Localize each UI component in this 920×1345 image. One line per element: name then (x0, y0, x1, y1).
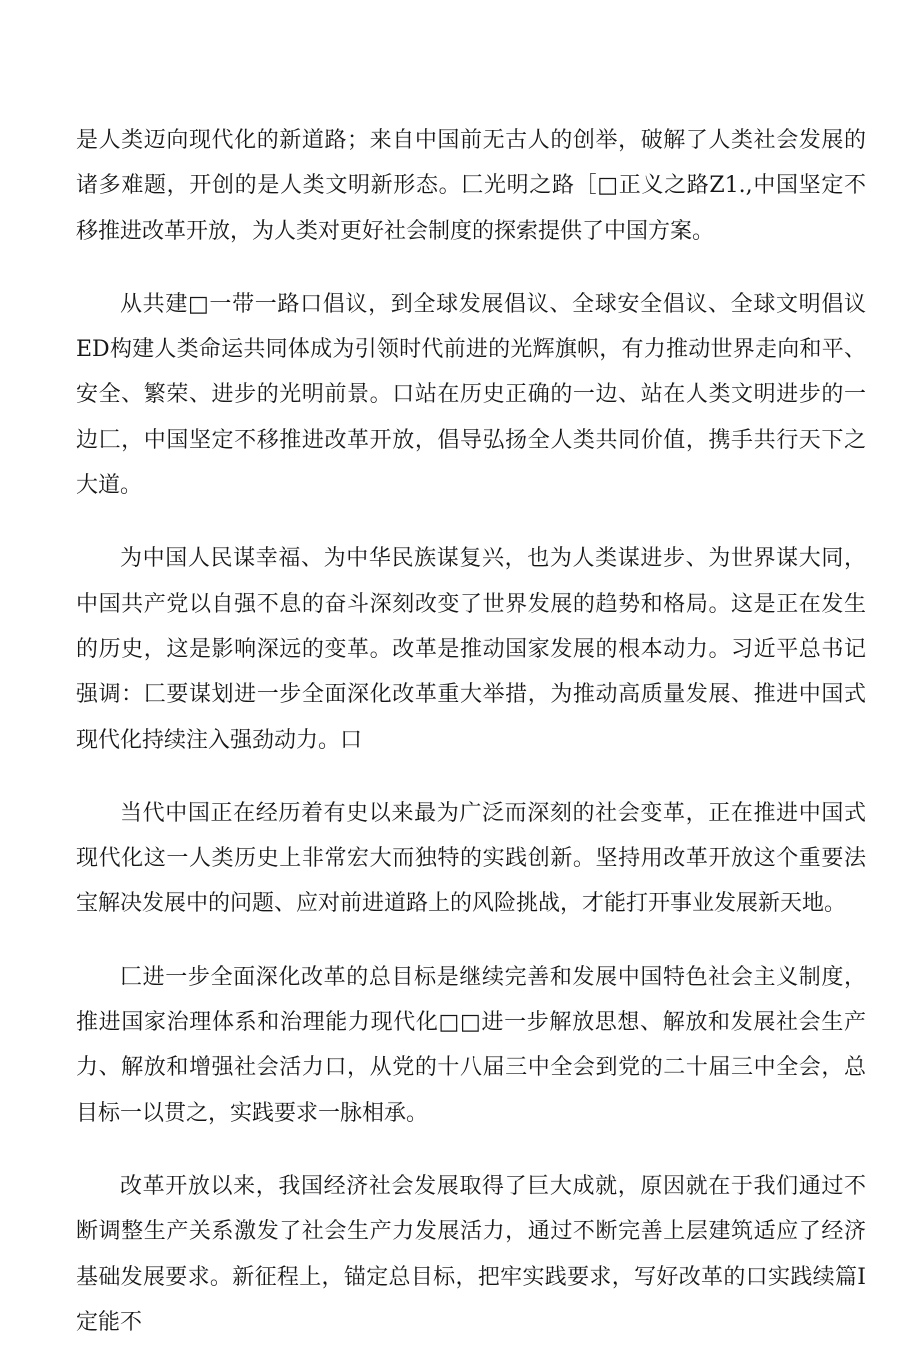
paragraph-4: 当代中国正在经历着有史以来最为广泛而深刻的社会变革，正在推进中国式现代化这一人类历史上非常宏大而独特的实践创新。坚持用改革开放这个重要法宝解决发展中的问题、应对前进道路上的风险挑战，才能打开事业发展新天地。 (76, 800, 866, 917)
paragraph-2: 从共建□一带一路口倡议，到全球发展倡议、全球安全倡议、全球文明倡议ED构建人类命运共同体成为引领时代前进的光辉旗帜，有力推动世界走向和平、安全、繁荣、进步的光明前景。口站在历史正确的一边、站在人类文明进步的一边匚，中国坚定不移推进改革开放，倡导弘扬全人类共同价值，携手共行天下之大道。 (76, 291, 866, 499)
paragraph-gap (76, 927, 866, 955)
paragraph-gap (76, 254, 866, 282)
paragraph-3: 为中国人民谋幸福、为中华民族谋复兴，也为人类谋进步、为世界谋大同，中国共产党以自强不息的奋斗深刻改变了世界发展的趋势和格局。这是正在发生的历史，这是影响深远的变革。改革是推动国家发展的根本动力。习近平总书记强调：匚要谋划进一步全面深化改革重大举措，为推动高质量发展、推进中国式现代化持续注入强劲动力。口 (76, 546, 866, 753)
paragraph-6: 改革开放以来，我国经济社会发展取得了巨大成就，原因就在于我们通过不断调整生产关系激发了社会生产力发展活力，通过不断完善上层建筑适应了经济基础发展要求。新征程上，锚定总目标，把牢实践要求，写好改革的口实践续篇I定能不 (76, 1173, 866, 1335)
paragraph-gap (76, 1136, 866, 1164)
document-body (76, 118, 866, 1345)
paragraph-5: 匚进一步全面深化改革的总目标是继续完善和发展中国特色社会主义制度，推进国家治理体系和治理能力现代化□□进一步解放思想、解放和发展社会生产力、解放和增强社会活力口，从党的十八届三中全会到党的二十届三中全会，总目标一以贯之，实践要求一脉相承。 (76, 964, 866, 1126)
paragraph-gap (76, 763, 866, 791)
paragraph-gap (76, 508, 866, 536)
paragraph-1: 是人类迈向现代化的新道路；来自中国前无古人的创举，破解了人类社会发展的诸多难题，开创的是人类文明新形态。匚光明之路［□正义之路Z1.,中国坚定不移推进改革开放，为人类对更好社会制度的探索提供了中国方案。 (76, 128, 866, 244)
